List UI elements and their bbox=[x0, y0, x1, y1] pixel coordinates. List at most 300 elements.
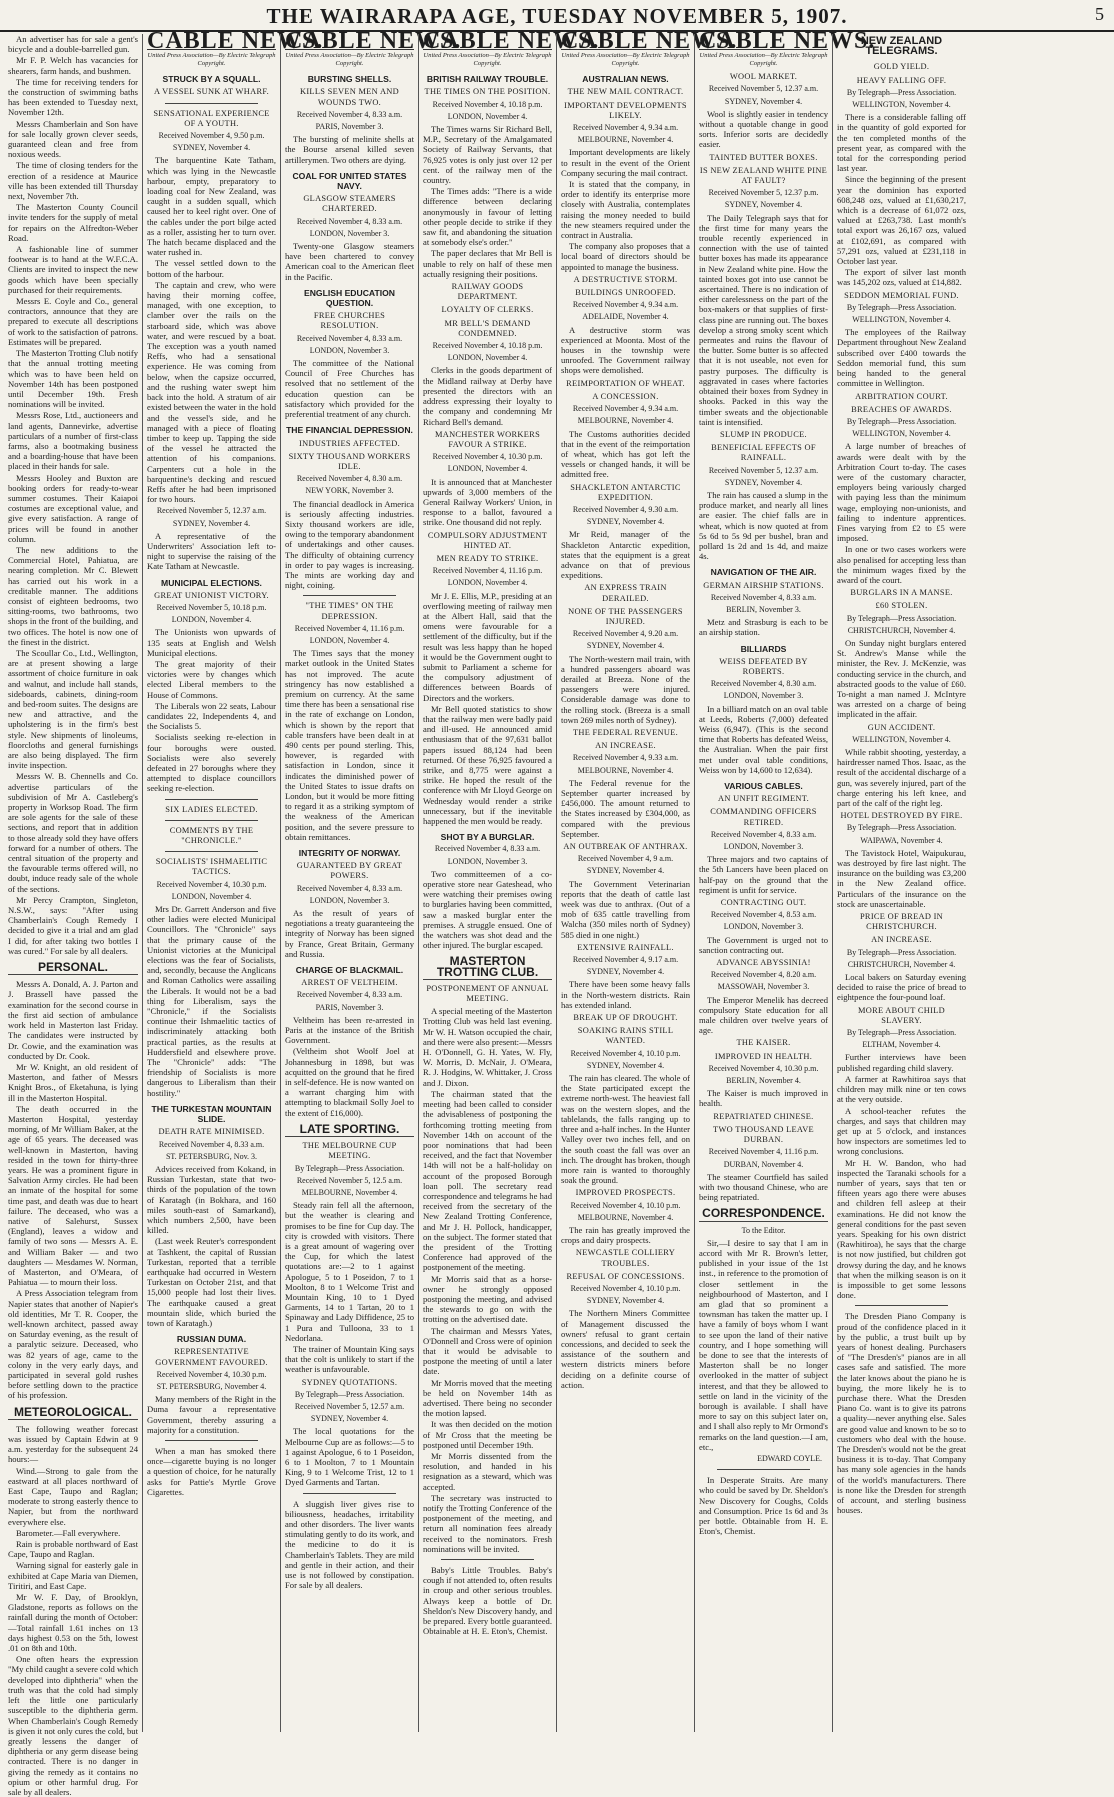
salutation: To the Editor. bbox=[741, 1225, 786, 1235]
article-subhead: NEWCASTLE COLLIERY TROUBLES. bbox=[575, 1248, 676, 1268]
paragraph: Since the beginning of the present year the dominion has exported 608,248 ozs, valued at £1,630,217, which is a decrease of 61,072 ozs, valued at £263,738. Last month's total export was 26,167 ozs, valued at £102,691, as compared with 57,291 ozs, valued at £231,118 in October last year. bbox=[837, 174, 966, 267]
article-subhead: GUN ACCIDENT. bbox=[867, 722, 936, 732]
article-headline: BILLIARDS bbox=[740, 643, 787, 654]
page-columns bbox=[4, 28, 1110, 1797]
paragraph: Further interviews have been published regarding child slavery. bbox=[837, 1052, 966, 1073]
received-line: Received November 4, 8.53 a.m. bbox=[710, 910, 817, 920]
article-headline: CHARGE OF BLACKMAIL. bbox=[295, 965, 404, 976]
paragraph: The rain has caused a slump in the produce market, and nearly all lines are easier. The chief falls are in wheat, which is now quoted at from 5s 6d to 5s 9d per bushel, bran and pollard 1s 2d and 1s 4d, and maize 4s. bbox=[699, 489, 828, 562]
telegraph-credit: By Telegraph—Press Association. bbox=[294, 1163, 405, 1173]
press-credit: United Press Association—By Electric Telegraph Copyright. bbox=[699, 52, 828, 68]
dateline: PARIS, November 3. bbox=[315, 1002, 384, 1012]
paragraph: Two committeemen of a co-operative store near Gateshead, who were watching their premises owing to burglaries having been committed, saw a masked burglar enter the premises. A struggle ensued. One of the watchers was shot dead and the other injured. The burglar escaped. bbox=[423, 868, 552, 951]
article-subhead: AN OUTBREAK OF ANTHRAX. bbox=[563, 842, 688, 852]
dateline: LONDON, November 3. bbox=[309, 345, 390, 355]
paragraph: Mr H. W. Bandon, who had inspected the Taranaki schools for a number of years, says that ten or fifteen years ago there were abuses and children fell asleep at their examinations. He did not know the general conditions for the past seven years. Speaking for his own district (Rawhitiroa), he says that the charge is not now justified, but children got drowsy during the day, and he knows that when the milking season is on it is impossible to get some lessons done. bbox=[837, 1157, 966, 1301]
dateline: LONDON, November 4. bbox=[447, 353, 528, 363]
dateline: NEW YORK, November 3. bbox=[305, 486, 394, 496]
paragraph: The local quotations for the Melbourne Cup are as follows:—5 to 1 against Apologue, 6 to 1 Poseidon, 6 to 1 Moolton, 7 to 1 Mountain King, 9 to 1 Welcome Trist, 12 to 1 Dyed Garments and Tartan. bbox=[285, 1426, 414, 1488]
article-headline: ENGLISH EDUCATION QUESTION. bbox=[303, 287, 396, 309]
article-subhead: INDUSTRIES AFFECTED. bbox=[299, 438, 400, 448]
paragraph: The Federal revenue for the September quarter increased by £456,000. The amount returned to the States increased by £304,000, as compared with the previous September. bbox=[561, 777, 690, 839]
paragraph: (Last week Reuter's correspondent at Tashkent, the capital of Russian Turkestan, reported that a terrible earthquake had occurred in Western Turkestan on October 21st, and that 15,000 people had lost their lives. The earthquake caused a great mountain slide, which buried the town of Karatagh.) bbox=[147, 1236, 276, 1328]
nz-telegrams-heading: NEW ZEALAND TELEGRAMS. bbox=[860, 35, 943, 58]
divider bbox=[165, 820, 258, 821]
paragraph: Socialists seeking re-election in four boroughs were ousted. Socialists were also severely defeated in 27 boroughs where they attempted to displace councillors seeking re-election. bbox=[147, 732, 276, 794]
paragraph: Clerks in the goods department of the Midland railway at Derby have presented the directors with an address expressing their loyalty to the company and condemning Mr Richard Bell's demand. bbox=[423, 365, 552, 427]
received-line: Received November 4, 10.18 p.m. bbox=[432, 341, 543, 351]
paragraph: Advices received from Kokand, in Russian Turkestan, state that two-thirds of the population of the town of Karatagh (in Bokhara, and 160 miles south-east of Samarkand), which numbers 2,500, have been killed. bbox=[147, 1163, 276, 1236]
received-line: Received November 4, 8.20 a.m. bbox=[710, 970, 817, 980]
article-subhead: BURGLARS IN A MANSE. bbox=[850, 588, 953, 598]
received-line: Received November 4, 8.33 a.m. bbox=[296, 216, 403, 226]
received-line: Received November 4, 8.33 a.m. bbox=[158, 1139, 265, 1149]
article-headline: AUSTRALIAN NEWS. bbox=[582, 74, 669, 85]
paragraph: The North-western mail train, with a hundred passengers aboard was derailed at Breeza. None of the passengers were injured. Considerable damage was done to the rolling stock. (Breeza is a small town 269 miles north of Sydney). bbox=[561, 653, 690, 725]
article-subhead: SOCIALISTS' ISHMAELITIC TACTICS. bbox=[155, 857, 268, 877]
paragraph: The captain and crew, who were having their morning coffee, managed, with one exception, to clamber over the rails on the starboard side, which was above water, and were rescued by a boat. The exception was a youth named Reffs, who had a sensational experience. He was coming from below, when the capsize occurred, and the rushing water swept him back into the hold. A stratum of air existed between the water in the hold and the vessel's side, and he managed with a piece of floating timber to keep up. Tapping the side of the vessel he attracted the attention of his companions. Carpenters cut a hole in the barquentine's decking and rescued Reffs after he had been imprisoned for two hours. bbox=[147, 279, 276, 505]
article-headline: BRITISH RAILWAY TROUBLE. bbox=[426, 74, 549, 85]
received-line: Received November 4, 10.10 p.m. bbox=[570, 1200, 681, 1210]
paragraph: Messrs Hooley and Buxton are booking orders for ready-to-wear summer costumes. Their Kaiapoi costumes are exceptional value, and give every satisfaction. A range of prices will be found in another column. bbox=[8, 472, 138, 544]
dateline: MELBOURNE, November 4. bbox=[577, 135, 674, 145]
divider bbox=[303, 1493, 396, 1494]
article-subhead: AN EXPRESS TRAIN DERAILED. bbox=[584, 583, 667, 603]
received-line: Received November 4, 10.30 p.m. bbox=[432, 452, 543, 462]
received-line: Received November 4, 9.34 a.m. bbox=[572, 404, 679, 414]
article-subhead: GERMAN AIRSHIP STATIONS. bbox=[703, 580, 824, 590]
press-credit: United Press Association—By Electric Telegraph Copyright. bbox=[561, 52, 690, 68]
paragraph: The Government is urged not to sanction contracting out. bbox=[699, 934, 828, 955]
paragraph: The rain has cleared. The whole of the State participated except the extreme north-west. The heaviest fall was on the western slopes, and the tablelands, the falls ranging up to three and a-half inches. In the Hunter Valley over two inches fell, and on the south coast the fall was over an inch. The drought has broken, though more rain is wanted to thoroughly soak the ground. bbox=[561, 1073, 690, 1186]
paragraph: The chairman stated that the meeting had been called to consider the advisableness of postponing the forthcoming trotting meeting from November 14th on account of the poor nominations that had been received, and the fact that November 14th will not be a half-holiday on account of the proposed Borough loan poll. The secretary read correspondence and telegrams he had received from the secretary of the New Zealand Trotting Conference, and Mr J. H. Pollock, handicapper, on the subject. The former stated that the president of the Trotting Conference had approved of the postponement of the meeting. bbox=[423, 1088, 552, 1273]
dateline: LONDON, November 3. bbox=[723, 842, 804, 852]
meteorological-heading: METEOROLOGICAL. bbox=[8, 1407, 138, 1420]
paragraph: The Customs authorities decided that in the event of the reimportation of wheat, which has got left the vessels or changed hands, it will be admitted free. bbox=[561, 428, 690, 480]
received-line: Received November 4, 9.33 a.m. bbox=[572, 753, 679, 763]
paragraph: Many members of the Right in the Duma favour a representative Government, thereby assuring a majority for a constitution. bbox=[147, 1394, 276, 1435]
article-headline: RUSSIAN DUMA. bbox=[176, 1334, 247, 1345]
divider bbox=[165, 851, 258, 852]
received-line: Received November 4, 8.33 a.m. bbox=[434, 844, 541, 854]
paragraph: The vessel settled down to the bottom of the harbour. bbox=[147, 258, 276, 279]
article-subhead: A DESTRUCTIVE STORM. bbox=[573, 274, 678, 284]
paragraph: The time for receiving tenders for the construction of swimming baths has been extended to Tuesday next, November 12th. bbox=[8, 76, 138, 118]
dateline: BERLIN, November 3. bbox=[726, 604, 801, 614]
article-subhead: TWO THOUSAND LEAVE DURBAN. bbox=[713, 1124, 814, 1145]
paragraph: The company also proposes that a local board of directors should be appointed to manage the business. bbox=[561, 241, 690, 272]
telegraph-credit: By Telegraph—Press Association. bbox=[846, 613, 957, 623]
column-cable-news-1 bbox=[142, 28, 324, 1732]
paragraph: (Veltheim shot Woolf Joel at Johannesburg in 1898, but was acquitted on the ground that he fired in self-defence. He is now wanted on a warrant charging him with attempting to blackmail Solly Joel to the extent of £16,000). bbox=[285, 1046, 414, 1118]
paragraph: Wool is slightly easier in tendency without a quotable change in good sorts. Inferior sorts are decidedly easier. bbox=[699, 108, 828, 150]
article-subhead: GREAT UNIONIST VICTORY. bbox=[154, 590, 269, 600]
received-line: Received November 4, 9.50 p.m. bbox=[158, 131, 265, 141]
trotting-club-heading: MASTERTON TROTTING CLUB. bbox=[423, 956, 552, 979]
page-number: 5 bbox=[1095, 4, 1104, 24]
paragraph: A fashionable line of summer footwear is to hand at the W.F.C.A. Clients are invited to inspect the new goods which have been specially purchased for their requirements. bbox=[8, 244, 138, 295]
paragraph: The committee of the National Council of Free Churches has resolved that no settlement of the education question can be satisfactory which provided for the preferential treatment of any church. bbox=[285, 358, 414, 420]
paragraph: There have been some heavy falls in the North-western districts. Rain has extended inland. bbox=[561, 979, 690, 1010]
paragraph: Mr Morris said that as a horse-owner he strongly opposed postponing the meeting, and advised the stewards to go on with the trotting on the advertised date. bbox=[423, 1273, 552, 1325]
article-subhead: MEN READY TO STRIKE. bbox=[436, 553, 539, 563]
article-headline: VARIOUS CABLES. bbox=[724, 781, 803, 791]
paragraph: Steady rain fell all the afternoon, but the weather is clearing and promises to be fine for Cup day. The city is crowded with visitors. There is a great amount of wagering over the Cup, for which the latest quotations are:—2 to 1 against Apologue, 5 to 1 Poseidon, 7 to 1 Moolton, 8 to 1 Welcome Trist and Mountain King, 10 to 1 Dyed Garments, 14 to 1 Tartan, 20 to 1 Spinaway and Lady Diffidence, 25 to 1 Pura and Tulloona, 33 to 1 Nedorlana. bbox=[285, 1200, 414, 1343]
dateline: LONDON, November 4. bbox=[447, 578, 528, 588]
paragraph: The Tavistock Hotel, Waipukurau, was destroyed by fire last night. The insurance on the building was £3,200 in the New Zealand office. Particulars of the insurance on the stock are unascertainable. bbox=[837, 847, 966, 909]
paragraph: The Daily Telegraph says that for the first time for many years the trouble recently experienced in connection with the use of tainted butter boxes has made its appearance in New Zealand white pine. How the tainted boxes got into use cannot be ascertained. There is no indication of either carelessness on the part of the box-makers or that supplies of first-class pine are running out. The boxes develop a strong smoky scent which permeates and ruins the flavour of the butter. Some butter is so affected that it is not useable, not even for pastry purposes. The difficulty is aggravated in cases where factories obtained their boxes from Sydney in shooks. Packed in this way the timber sweats and the objectionable taint is intensified. bbox=[699, 212, 828, 427]
paragraph: The Masterton County Council invite tenders for the supply of metal for repairs on the Alfredton-Weber Road. bbox=[8, 202, 138, 243]
dateline: SYDNEY, November 4. bbox=[586, 866, 665, 876]
paragraph: The Kaiser is much improved in health. bbox=[699, 1088, 828, 1109]
article-subhead: IMPROVED IN HEALTH. bbox=[714, 1051, 813, 1061]
dateline: SYDNEY, November 4. bbox=[724, 96, 803, 106]
paragraph: Mr W. F. Day, of Brooklyn, Gladstone, reports as follows on the rainfall during the month of October:—Total rainfall 1.61 inches on 13 days highest 0.53 on the 5th, lowest .01 on 8th and 10th. bbox=[8, 1592, 138, 1654]
column-cable-news-4 bbox=[556, 28, 738, 1732]
dateline: ELTHAM, November 4. bbox=[862, 1040, 941, 1050]
article-subhead: IS NEW ZEALAND WHITE PINE AT FAULT? bbox=[699, 165, 828, 186]
article-subhead: COMMENTS BY THE "CHRONICLE." bbox=[169, 825, 254, 846]
paragraph: A school-teacher refutes the charges, and says that children may get up at 5 o'clock, and instances how inspectors are sometimes led to wrong conclusions. bbox=[837, 1105, 966, 1157]
dateline: SYDNEY, November 4. bbox=[172, 143, 251, 153]
dateline: CHRISTCHURCH, November 4. bbox=[847, 625, 956, 635]
received-line: Received November 4, 10.10 p.m. bbox=[570, 1048, 681, 1058]
received-line: Received November 4, 8.33 a.m. bbox=[710, 592, 817, 602]
paragraph: Twenty-one Glasgow steamers have been chartered to convey American coal to the American fleet in the Pacific. bbox=[285, 241, 414, 282]
paragraph: A representative of the Underwriters' Association left to-night to supervise the raising of the Kate Tatham at Newcastle. bbox=[147, 530, 276, 572]
article-subhead: ADVANCE ABYSSINIA! bbox=[716, 958, 811, 968]
article-headline: COAL FOR UNITED STATES NAVY. bbox=[292, 170, 407, 192]
received-line: Received November 4, 10.30 p.m. bbox=[156, 1369, 267, 1379]
paragraph: In one or two cases workers were also penalised for accepting less than the minimum wages fixed by the award of the court. bbox=[837, 544, 966, 585]
received-line: Received November 5, 12.37 a.m. bbox=[156, 506, 267, 516]
received-line: Received November 4, 8.30 a.m. bbox=[710, 679, 817, 689]
received-line: Received November 4, 9.34 a.m. bbox=[572, 300, 679, 310]
dateline: ST. PETERSBURG, Nov. 3. bbox=[165, 1151, 258, 1161]
article-headline: STRUCK BY A SQUALL. bbox=[162, 74, 261, 85]
received-line: Received November 4, 9.20 a.m. bbox=[572, 629, 679, 639]
paragraph: It is announced that at Manchester upwards of 3,000 members of the General Railway Workers' Union, in response to a ballot, favoured a strike. One thousand did not reply. bbox=[423, 476, 552, 528]
article-subhead: KILLS SEVEN MEN AND WOUNDS TWO. bbox=[300, 87, 399, 107]
paragraph: A farmer at Rawhitiroa says that children may milk nine or ten cows at the very outside. bbox=[837, 1073, 966, 1105]
paragraph: Mr Morris moved that the meeting be held on November 14th as advertised. There being no seconder the motion lapsed. bbox=[423, 1377, 552, 1419]
press-credit: United Press Association—By Electric Telegraph Copyright. bbox=[423, 52, 552, 68]
article-subhead: COMPULSORY ADJUSTMENT HINTED AT. bbox=[427, 530, 548, 550]
dateline: MASSOWAH, November 3. bbox=[717, 982, 810, 992]
article-subhead: GLASGOW STEAMERS CHARTERED. bbox=[303, 194, 396, 214]
paragraph: The Unionists won upwards of 135 seats at English and Welsh Municipal elections. bbox=[147, 627, 276, 658]
divider bbox=[717, 1469, 810, 1470]
paragraph: Warning signal for easterly gale in exhibited at Cape Maria van Diemen, Tiritiri, and East Cape. bbox=[8, 1560, 138, 1591]
letter-signature: EDWARD COYLE. bbox=[757, 1453, 822, 1463]
article-subhead: £60 STOLEN. bbox=[875, 601, 928, 611]
article-subhead: A CONCESSION. bbox=[592, 391, 659, 401]
paragraph: In a billiard match on an oval table at Leeds, Roberts (7,000) defeated Weiss (6,947). (This is the second time that Roberts has defeated Weiss, the Australian. When the pair first met under oval table conditions, Weiss won by 14,600 to 12,634). bbox=[699, 703, 828, 775]
received-line: Received November 5, 12.5 a.m. bbox=[296, 1175, 403, 1185]
press-credit: United Press Association—By Electric Telegraph Copyright. bbox=[285, 52, 414, 68]
paragraph: Mr W. Knight, an old resident of Masterton, and father of Messrs Knight Bros., of Eketahuna, is lying ill in the Masterton Hospital. bbox=[8, 1061, 138, 1103]
dateline: SYDNEY, November 4. bbox=[724, 477, 803, 487]
local-paragraphs bbox=[8, 34, 138, 956]
cable-news-heading: CABLE NEWS. bbox=[147, 28, 324, 54]
paragraph: A large number of breaches of awards were dealt with by the Arbitration Court to-day. The cases were of the customary character, employers being variously charged with paying less than the minimum wage, employing non-unionists, and failing to indenture apprentices. Fines varying from £2 to £5 were imposed. bbox=[837, 441, 966, 544]
dateline: LONDON, November 4. bbox=[171, 615, 252, 625]
received-line: Received November 4, 11.16 p.m. bbox=[294, 623, 405, 633]
paragraph: Mr J. E. Ellis, M.P., presiding at an overflowing meeting of railway men at the Albert Hall, said that the omens were favourable for a settlement of the difficulty, but if the result was less happy than he hoped it would be the Government ought to submit to Parliament a scheme for the compulsory adjustment of differences between Boards of Directors and the workers. bbox=[423, 590, 552, 703]
paragraph: There is a considerable falling off in the quantity of gold exported for the ten completed months of the present year, as compared with the total for the corresponding period last year. bbox=[837, 112, 966, 174]
paragraph: The employees of the Railway Department throughout New Zealand subscribed over £400 towards the Seddon memorial fund, this sum being handed to the general committee in Wellington. bbox=[837, 327, 966, 389]
dateline: LONDON, November 4. bbox=[171, 891, 252, 901]
article-subhead: BUILDINGS UNROOFED. bbox=[575, 288, 676, 298]
article-headline: BURSTING SHELLS. bbox=[307, 74, 392, 85]
received-line: Received November 4, 11.16 p.m. bbox=[432, 566, 543, 576]
received-line: Received November 4, 10.30 p.m. bbox=[708, 1063, 819, 1073]
article-subhead: FREE CHURCHES RESOLUTION. bbox=[313, 311, 386, 331]
advertisement: In Desperate Straits. Are many who could be saved by Dr. Sheldon's New Discovery for Coughs, Colds and Consumption. Price 1s 6d and 3s per bottle. Obtainable from H. E. Eton's, Chemist. bbox=[699, 1475, 828, 1537]
paragraph: Mr Morris dissented from the resolution, and handed in his resignation as a steward, which was accepted. bbox=[423, 1451, 552, 1492]
dateline: LONDON, November 4. bbox=[447, 464, 528, 474]
dateline: WAIPAWA, November 4. bbox=[860, 835, 943, 845]
dateline: LONDON, November 3. bbox=[309, 228, 390, 238]
paragraph: Messrs E. Coyle and Co., general contractors, announce that they are prepared to execute all descriptions of work to the satisfaction of patrons. Estimates will be prepared. bbox=[8, 296, 138, 347]
paragraph: The rain has greatly improved the crops and dairy prospects. bbox=[561, 1224, 690, 1246]
paragraph: The time of closing tenders for the erection of a residence at Maurice ville has been extended till Thursday next, November 7th. bbox=[8, 160, 138, 202]
paragraph: Local bakers on Saturday evening decided to raise the price of bread to eightpence the four-pound loaf. bbox=[837, 972, 966, 1003]
dateline: WELLINGTON, November 4. bbox=[852, 429, 951, 439]
paragraph: Wind.—Strong to gale from the eastward at all places northward of East Cape, Taupo and Raglan; moderate to strong easterly thence to Napier, but from the northward everywhere else. bbox=[8, 1465, 138, 1527]
paragraph: Mr F. P. Welch has vacancies for shearers, farm hands, and bushmen. bbox=[8, 55, 138, 76]
telegraph-credit: By Telegraph—Press Association. bbox=[846, 87, 957, 97]
article-subhead: THE MELBOURNE CUP MEETING. bbox=[302, 1141, 397, 1161]
article-subhead: THE NEW MAIL CONTRACT. bbox=[567, 87, 684, 97]
article-subhead: COMMANDING OFFICERS RETIRED. bbox=[710, 807, 817, 827]
dateline: MELBOURNE, November 4. bbox=[301, 1187, 398, 1197]
advertisement: A sluggish liver gives rise to biliousness, headaches, irritability and other disorders. The liver wants stimulating gently to do its work, and the medicine to do it is Chamberlain's Tablets. They are mild and gentle in their action, and their use is not followed by constipation. For sale by all dealers. bbox=[285, 1498, 414, 1591]
received-line: Received November 5, 10.18 p.m. bbox=[156, 602, 267, 612]
dateline: BERLIN, November 4. bbox=[726, 1076, 801, 1086]
article-subhead: AN INCREASE. bbox=[871, 935, 932, 945]
received-line: Received November 5, 12.57 a.m. bbox=[294, 1401, 405, 1411]
paragraph: The Times adds: "There is a wide difference between declaring anonymously in favour of letting other people decide to strike if they saw fit, and abandoning the situation at somebody else's order." bbox=[423, 186, 552, 248]
paragraph: The new additions to the Commercial Hotel, Pahiatua, are nearing completion. Mr C. Blewett has carried out his work in a creditable manner. The additions consist of eighteen bedrooms, two sitting-rooms, two bathrooms, two shops in the front of the building, and two offices. The hotel is now one of the finest in the district. bbox=[8, 544, 138, 647]
received-line: Received November 4, 8.30 a.m. bbox=[296, 474, 403, 484]
paragraph: Mr Bell quoted statistics to show that the railway men were badly paid and ill-used. He announced amid enthusiasm that of the 97,631 ballot papers issued 88,124 had been returned. Of these 76,925 favoured a strike, and 8,775 were against a strike. He hoped the result of the conference with Mr Lloyd George on Wednesday would render a strike unnecessary, but if the inevitable happened the men would be ready. bbox=[423, 703, 552, 827]
article-subhead: REFUSAL OF CONCESSIONS. bbox=[566, 1271, 685, 1281]
cable-news-heading: CABLE NEWS. bbox=[699, 28, 876, 54]
article-subhead: MORE ABOUT CHILD SLAVERY. bbox=[857, 1005, 945, 1025]
dateline: LONDON, November 3. bbox=[447, 856, 528, 866]
paragraph: The trainer of Mountain King says that the colt is unlikely to start if the weather is unfavourable. bbox=[285, 1343, 414, 1375]
dateline: SYDNEY, November 4. bbox=[172, 518, 251, 528]
paragraph: Rain is probable northward of East Cape, Taupo and Raglan. bbox=[8, 1539, 138, 1560]
received-line: Received November 4, 9.34 a.m. bbox=[572, 123, 679, 133]
received-line: Received November 4, 10.18 p.m. bbox=[432, 99, 543, 109]
article-headline: MUNICIPAL ELECTIONS. bbox=[161, 577, 262, 588]
paragraph: The secretary was instructed to notify the Trotting Conference of the postponement of the meeting, and return all nomination fees already received to the nominators. Fresh nominations will be invited. bbox=[423, 1492, 552, 1554]
dateline: LONDON, November 4. bbox=[309, 635, 390, 645]
article-subhead: SLUMP IN PRODUCE. bbox=[720, 429, 807, 439]
dateline: CHRISTCHURCH, November 4. bbox=[847, 959, 956, 969]
received-line: Received November 4, 8.33 a.m. bbox=[296, 109, 403, 119]
article-subhead: REIMPORTATION OF WHEAT. bbox=[566, 378, 685, 388]
article-subhead: AN UNFIT REGIMENT. bbox=[718, 794, 809, 804]
divider bbox=[165, 1440, 258, 1441]
paragraph: The Masterton Trotting Club notify that the annual trotting meeting which was to have been held on November 14th has been postponed until December 19th. Fresh nominations will be invited. bbox=[8, 348, 138, 410]
article-subhead: NONE OF THE PASSENGERS INJURED. bbox=[568, 606, 683, 626]
paragraph: Three majors and two captains of the 5th Lancers have been placed on half-pay on the ground that the regiment is unfit for service. bbox=[699, 854, 828, 895]
article-subhead: GUARANTEED BY GREAT POWERS. bbox=[296, 861, 403, 881]
paragraph: The bursting of melinite shells at the Bourse arsenal killed seven artillerymen. Two others are dying. bbox=[285, 134, 414, 165]
sporting-heading: LATE SPORTING. bbox=[285, 1124, 414, 1137]
article-subhead: BREAK UP OF DROUGHT. bbox=[573, 1013, 678, 1023]
paragraph: Mrs Dr. Garrett Anderson and five other ladies were elected Municipal Councillors. The "Chronicle" says that the primary cause of the Unionist victories at the Municipal elections was the fear of Socialists, and, secondly, because the Anglicans and Roman Catholics were assailing the Liberals. It would not be a bad thing for Liberalism, says the "Chronicle," if the Socialists continue their Ishmaelitic tactics of indiscriminately attacking both practical parties, as the results at Huddersfield and elsewhere prove. The "Chronicle" adds: "The friendship of Socialists is more dangerous to Liberalism than their hostility." bbox=[147, 904, 276, 1098]
dateline: SYDNEY, November 4. bbox=[586, 641, 665, 651]
dateline: PARIS, November 3. bbox=[315, 122, 384, 132]
article-subhead: BREACHES OF AWARDS. bbox=[851, 404, 952, 414]
paragraph: The Times warns Sir Richard Bell, M.P., Secretary of the Amalgamated Society of Railway Servants, that 76,925 votes is only just over 12 per cent. of the railway men of the country. bbox=[423, 124, 552, 186]
article-subhead: SIX LADIES ELECTED. bbox=[165, 804, 258, 814]
dateline: LONDON, November 3. bbox=[723, 691, 804, 701]
article-subhead: LOYALTY OF CLERKS. bbox=[441, 305, 534, 315]
cable-news-heading: CABLE NEWS. bbox=[561, 28, 738, 54]
article-subhead: SHACKLETON ANTARCTIC EXPEDITION. bbox=[570, 482, 681, 502]
dateline: MELBOURNE, November 4. bbox=[577, 1212, 674, 1222]
paragraph: While rabbit shooting, yesterday, a hairdresser named Thos. Isaac, as the result of the accidental discharge of a gun, was severely injured, part of the charge entering his left knee, and part of the calf of the right leg. bbox=[837, 747, 966, 809]
article-subhead: SENSATIONAL EXPERIENCE OF A YOUTH. bbox=[153, 108, 270, 128]
article-subhead: HOTEL DESTROYED BY FIRE. bbox=[840, 811, 963, 821]
paragraph: Mr Percy Crampton, Singleton, N.S.W., says: "After using Chamberlain's Cough Remedy I decided to give it a trial and am glad I did, for after taking two bottles I was cured." For sale by all dealers. bbox=[8, 894, 138, 956]
paragraph: A special meeting of the Masterton Trotting Club was held last evening. Mr W. H. Watson occupied the chair, and there were also present:—Messrs H. O'Donnell, G. H. Yates, W. Fly, W. Morris, D. McNair, J. O'Meara, R. J. Hodgins, W. Whittaker, J. Cross and J. Dixon. bbox=[423, 1006, 552, 1088]
paragraph: It is stated that the company, in order to identify its enterprise more closely with Australia, contemplates raising the money needed to build the new steamers required under the contract in Australia. bbox=[561, 179, 690, 241]
article-subhead: THE FEDERAL REVENUE. bbox=[572, 727, 678, 737]
received-line: Received November 4, 9.30 a.m. bbox=[572, 504, 679, 514]
received-line: Received November 4, 8.33 a.m. bbox=[296, 883, 403, 893]
dateline: SYDNEY, November 4. bbox=[586, 1060, 665, 1070]
article-subhead: WEISS DEFEATED BY ROBERTS. bbox=[719, 656, 808, 676]
dateline: LONDON, November 3. bbox=[309, 895, 390, 905]
received-line: Received November 4, 8.33 a.m. bbox=[296, 333, 403, 343]
paragraph: The Liberals won 22 seats, Labour candidates 22, Independents 4, and the Socialists 5. bbox=[147, 700, 276, 732]
dateline: ADELAIDE, November 4. bbox=[582, 312, 669, 322]
advertisement: Baby's Little Troubles. Baby's cough if not attended to, often results in croup and other serious troubles. Always keep a bottle of Dr. Sheldon's New Discovery handy, and be prepared. Every bottle guaranteed. Obtainable at H. E. Eton's, Chemist. bbox=[423, 1565, 552, 1637]
article-subhead: WOOL MARKET. bbox=[729, 72, 798, 82]
column-cable-news-5 bbox=[694, 28, 876, 1732]
article-subhead: THE TIMES ON THE POSITION. bbox=[424, 87, 551, 97]
received-line: Received November 4, 8.33 a.m. bbox=[296, 990, 403, 1000]
cable-news-heading: CABLE NEWS. bbox=[423, 28, 600, 54]
paragraph: Veltheim has been re-arrested in Paris at the instance of the British Government. bbox=[285, 1014, 414, 1046]
article-subhead: A VESSEL SUNK AT WHARF. bbox=[153, 87, 270, 97]
article-subhead: CONTRACTING OUT. bbox=[720, 898, 807, 908]
dateline: MELBOURNE, November 4. bbox=[577, 416, 674, 426]
received-line: Received November 4, 10.10 p.m. bbox=[570, 1283, 681, 1293]
telegraph-credit: By Telegraph—Press Association. bbox=[846, 416, 957, 426]
article-subhead: RAILWAY GOODS DEPARTMENT. bbox=[451, 282, 524, 302]
received-line: Received November 5, 12.37 a.m. bbox=[708, 84, 819, 94]
article-subhead: IMPORTANT DEVELOPMENTS LIKELY. bbox=[564, 100, 687, 120]
cable-news-heading: CABLE NEWS. bbox=[285, 28, 462, 54]
article-subhead: SYDNEY QUOTATIONS. bbox=[301, 1377, 398, 1387]
paragraph: The death occurred in the Masterton Hospital, yesterday morning, of Mr William Baker, at the age of 65 years. The deceased was well-known in Masterton, having resided in the town for thirty-three years. He was a prominent figure in Salvation Army circles. He had been an inmate of the hospital for some time past, and death was due to heart failure. The deceased, who was a native of Salehurst, Sussex (England), leaves a widow and family of two sons — Messrs A. E. and William Baker — and two daughters — Mesdames W. Norman, of Masterton, and O'Meara, of Pahiatua — to mourn their loss. bbox=[8, 1103, 138, 1288]
dateline: SYDNEY, November 4. bbox=[724, 200, 803, 210]
paragraph: The steamer Courtfield has sailed with two thousand Chinese, who are being repatriated. bbox=[699, 1171, 828, 1203]
article-subhead: GOLD YIELD. bbox=[873, 62, 930, 72]
received-line: Received November 4, 8.33 a.m. bbox=[710, 829, 817, 839]
press-credit: United Press Association—By Electric Telegraph Copyright. bbox=[147, 52, 276, 68]
paragraph: The financial deadlock in America is seriously affecting industries. Sixty thousand workers are idle, owing to the temporary abandonment of undertakings and other causes. The difficulty of obtaining currency in order to pay wages is increasing. The mints are working day and night, coining. bbox=[285, 498, 414, 591]
telegraph-credit: By Telegraph—Press Association. bbox=[846, 1028, 957, 1038]
paragraph: The Government Veterinarian reports that the death of cattle last week was due to anthrax. (Out of a mob of 635 cattle travelling from Walcha (350 miles north of Sydney) 585 died in one night.) bbox=[561, 878, 690, 940]
personal-heading: PERSONAL. bbox=[8, 962, 138, 975]
paragraph: The Times says that the money market outlook in the United States has not improved. The acute stringency has now established a premium on currency. At the same time there has been a sensational rise in the rate of exchange on London, which is shown by the report that cable transfers have been dealt in at 490 cents per pound sterling. This, however, is regarded with satisfaction in London, since it indicates the diminished power of the United States to issue drafts on London, but it would be more fitting to regard it as a striking symptom of the weakness of the American position, and the severe pressure to obtain remittances. bbox=[285, 648, 414, 842]
paragraph: The Scoullar Co., Ltd., Wellington, are at present showing a large assortment of choice furniture in oak and walnut, and include hall stands, sideboards, cabinets, dining-room and bed-room suites. The designs are new and attractive, and the upholstering is in the firm's best style. New shipments of linoleums, floorcloths and general furnishings are also being displayed. The firm invite inspection. bbox=[8, 647, 138, 771]
paragraph: It was then decided on the motion of Mr Cross that the meeting be postponed until December 19th. bbox=[423, 1419, 552, 1450]
received-line: Received November 4, 11.16 p.m. bbox=[708, 1147, 819, 1157]
divider bbox=[165, 103, 258, 104]
paragraph: A destructive storm was experienced at Moonta. Most of the houses in the township were unroofed. The Government railway shops were demolished. bbox=[561, 324, 690, 376]
paragraph: On Sunday night burglars entered St. Andrew's Manse while the minister, the Rev. J. McKenzie, was conducting service in the church, and abstracted goods to the value of £60. To-night a man named J. McIntyre was arrested on a charge of being implicated in the affair. bbox=[837, 637, 966, 720]
article-subhead: HEAVY FALLING OFF. bbox=[856, 75, 947, 85]
article-subhead: DEATH RATE MINIMISED. bbox=[158, 1127, 265, 1137]
paragraph: The chairman and Messrs Yates, O'Donnell and Cross were of opinion that it would be advisable to postpone the meeting of until a later date. bbox=[423, 1325, 552, 1377]
divider bbox=[165, 799, 258, 800]
article-subhead: ARBITRATION COURT. bbox=[855, 391, 948, 401]
article-subhead: AN INCREASE. bbox=[595, 741, 656, 751]
column-nz-telegrams bbox=[832, 34, 970, 1732]
dateline: DURBAN, November 4. bbox=[723, 1159, 804, 1169]
article-subhead: IMPROVED PROSPECTS. bbox=[575, 1188, 676, 1198]
dateline: MELBOURNE, November 4. bbox=[577, 765, 674, 775]
telegraph-credit: By Telegraph—Press Association. bbox=[846, 947, 957, 957]
paragraph: The export of silver last month was 145,202 ozs, valued at £14,882. bbox=[837, 267, 966, 288]
advertisement: The Dresden Piano Company is proud of the confidence placed in it by the public, a trust built up by years of honest dealing. Purchasers of "The Dresden's" pianos are in all cases safe and satisfied. The more the later knows about the piano he is buying, the more likely he is to purchase there. What the Dresden Piano Co. want is to give its patrons a quality—never anything else. Sales are good value and known to be so to customers who deal with the house. The Dresden's would not be the great business it is to-day. That Company has many sole agencies in the hands of the world's manufacturers. There is none like the Dresden for strength of account, and sterling business houses. bbox=[837, 1311, 966, 1516]
paragraph: Messrs W. B. Chennells and Co. advertise particulars of the subdivision of Mr A. Castleberg's property in Worksop Road. The firm are sole agents for the sale of these sections, and report that in addition to those already sold they have offers forward for a number of others. The central situation of the property and the favourable terms offered will, no doubt, induce ready sale of the whole of the sections. bbox=[8, 771, 138, 894]
correspondence-heading: CORRESPONDENCE. bbox=[699, 1208, 828, 1221]
divider bbox=[303, 595, 396, 596]
newspaper-title: THE WAIRARAPA AGE, TUESDAY NOVEMBER 5, 1907. bbox=[266, 4, 848, 28]
dateline: ST. PETERSBURG, November 4. bbox=[156, 1381, 267, 1391]
paragraph: One often hears the expression "My child caught a severe cold which developed into diphtheria" when the truth was that the cold had simply left the little one particularly susceptible to the diphtheria germ. When Chamberlain's Cough Remedy is given it not only cures the cold, but greatly lessens the danger of diphtheria or any germ disease being contracted. There is no danger in giving the remedy as it contains no opium or other harmful drug. For sale by all dealers. bbox=[8, 1654, 138, 1797]
article-subhead: ARREST OF VELTHEIM. bbox=[301, 978, 398, 988]
article-subhead: SIXTY THOUSAND WORKERS IDLE. bbox=[288, 451, 411, 471]
article-subhead: PRICE OF BREAD IN CHRISTCHURCH. bbox=[859, 912, 944, 932]
article-headline: INTEGRITY OF NORWAY. bbox=[298, 848, 401, 859]
article-subhead: REPATRIATED CHINESE. bbox=[713, 1111, 814, 1121]
paragraph: The paper declares that Mr Bell is unable to rely on half of these men actually resigning their positions. bbox=[423, 248, 552, 279]
telegraph-credit: By Telegraph—Press Association. bbox=[846, 302, 957, 312]
article-subhead: SEDDON MEMORIAL FUND. bbox=[844, 290, 959, 300]
article-subhead: MANCHESTER WORKERS FAVOUR A STRIKE. bbox=[434, 429, 541, 449]
dateline: WELLINGTON, November 4. bbox=[852, 315, 951, 325]
article-headline: SHOT BY A BURGLAR. bbox=[440, 832, 535, 843]
dateline: SYDNEY, November 4. bbox=[310, 1414, 389, 1424]
dateline: SYDNEY, November 4. bbox=[586, 517, 665, 527]
article-subhead: BENEFICIAL EFFECTS OF RAINFALL. bbox=[711, 443, 816, 463]
telegraph-credit: By Telegraph—Press Association. bbox=[294, 1389, 405, 1399]
article-headline: THE FINANCIAL DEPRESSION. bbox=[286, 425, 413, 436]
divider bbox=[441, 1559, 534, 1560]
article-subhead: POSTPONEMENT OF ANNUAL MEETING. bbox=[426, 983, 549, 1004]
paragraph: The Emperor Menelik has decreed compulsory State education for all male children over twelve years of age. bbox=[699, 994, 828, 1036]
dateline: SYDNEY, November 4. bbox=[586, 1296, 665, 1306]
paragraph: The barquentine Kate Tatham, which was lying in the Newcastle harbour, empty, preparatory to loading coal for New Zealand, was caught in a sudden squall, which caused her to keel right over. One of the cables under the port bilge acted as a roller, assisting her to turn over. The hatch became displaced and the water rushed in. bbox=[147, 155, 276, 258]
telegraph-credit: By Telegraph—Press Association. bbox=[846, 823, 957, 833]
paragraph: The following weather forecast was issued by Captain Edwin at 9 a.m. yesterday for the subsequent 24 hours:— bbox=[8, 1423, 138, 1465]
advertisement: When a man has smoked there once—cigarette buying is no longer a question of choice, for he naturally asks for Pattie's Myrtle Grove Cigarettes. bbox=[147, 1445, 276, 1497]
paragraph: Metz and Strasburg is each to be an airship station. bbox=[699, 617, 828, 638]
paragraph: Important developments are likely to result in the event of the Orient Company securing the mail contract. bbox=[561, 147, 690, 178]
paragraph: Barometer.—Fall everywhere. bbox=[16, 1527, 121, 1538]
